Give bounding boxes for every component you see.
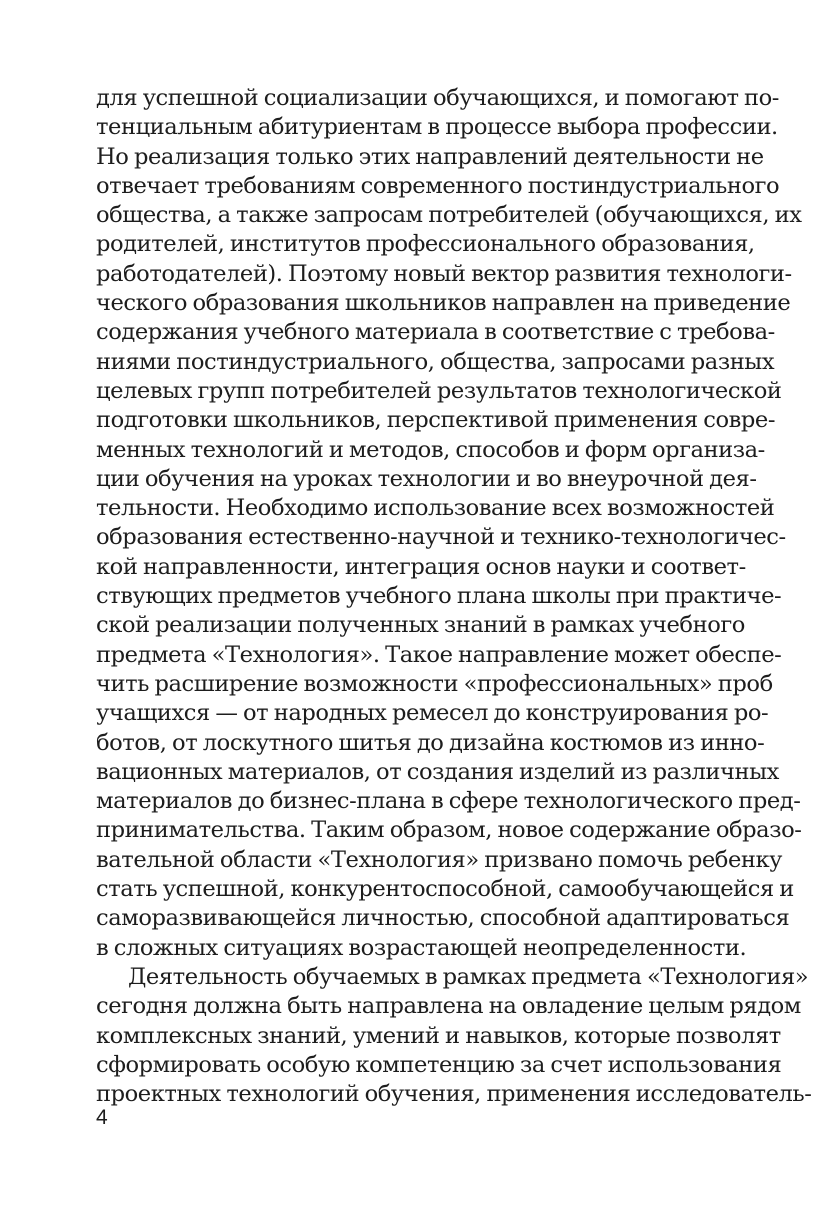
text-line: ниями постиндустриального, общества, запросами разных [96,348,775,375]
text-line: ской реализации полученных знаний в рамках учебного [96,612,745,639]
text-line: чить расширение возможности «профессиональных» проб [96,670,773,697]
text-line: Но реализация только этих направлений деятельности не [96,143,764,170]
text-line: тенциальным абитуриентам в процессе выбора профессии. [96,114,778,141]
text-line: стать успешной, конкурентоспособной, самообучающейся и [96,876,794,903]
text-line: содержания учебного материала в соответствие с требова- [96,319,775,346]
text-line: отвечает требованиям современного постиндустриального [96,172,780,199]
text-line: для успешной социализации обучающихся, и помогают по- [96,85,779,111]
text-line: тельности. Необходимо использование всех возможностей [96,495,775,522]
text-line: вательной области «Технология» призвано помочь ребенку [96,846,782,873]
body-text [96,84,812,1109]
text-line: саморазвивающейся личностью, способной адаптироваться [96,905,790,932]
text-line: в сложных ситуациях возрастающей неопределенности. [96,934,747,961]
text-line: общества, а также запросам потребителей (обучающихся, их [96,202,802,229]
page-number: 4 [96,1106,108,1129]
text-line: менных технологий и методов, способов и форм организа- [96,436,765,463]
text-line: принимательства. Таким образом, новое содержание образо- [96,817,802,844]
text-line: работодателей). Поэтому новый вектор развития технологи- [96,260,792,287]
text-line: образования естественно-научной и технико-технологичес- [96,524,786,551]
text-line: ции обучения на уроках технологии и во внеурочной дея- [96,465,757,492]
text-line: ботов, от лоскутного шитья до дизайна костюмов из инно- [96,729,765,756]
text-line: родителей, институтов профессионального образования, [96,231,755,258]
text-line: предмета «Технология». Такое направление может обеспе- [96,641,782,668]
text-line: учащихся — от народных ремесел до конструирования ро- [96,700,769,727]
text-line: подготовки школьников, перспективой применения совре- [96,407,776,434]
text-line: вационных материалов, от создания изделий из различных [96,758,779,785]
text-line: сформировать особую компетенцию за счет использования [96,1051,782,1078]
text-line: ческого образования школьников направлен на приведение [96,290,791,317]
text-line: Деятельность обучаемых в рамках предмета «Технология» [128,963,809,990]
paragraph-2 [96,963,812,1109]
text-line: материалов до бизнес-плана в сфере технологического пред- [96,788,801,815]
text-line: проектных технологий обучения, применения исследователь- [96,1081,812,1108]
text-line: целевых групп потребителей результатов технологической [96,377,782,404]
text-line: сегодня должна быть направлена на овладение целым рядом [96,993,801,1020]
paragraph-1 [96,84,802,963]
text-line: ствующих предметов учебного плана школы при практиче- [96,583,782,610]
text-line: комплексных знаний, умений и навыков, которые позволят [96,1022,781,1049]
text-line: кой направленности, интеграция основ науки и соответ- [96,553,746,580]
